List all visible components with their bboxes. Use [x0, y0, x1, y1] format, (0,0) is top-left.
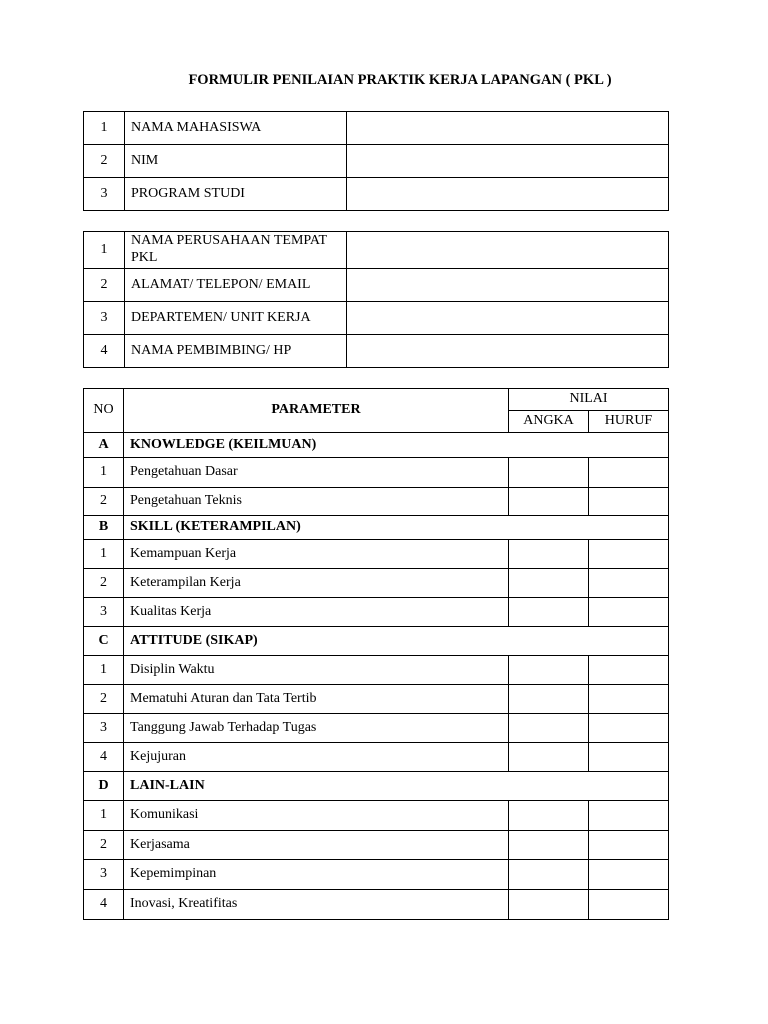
value-field[interactable] [347, 145, 669, 178]
info-row [84, 269, 669, 302]
huruf-field[interactable] [589, 488, 669, 516]
row-label: NAMA PERUSAHAAN TEMPAT PKL [125, 232, 347, 269]
parameter-number: 2 [84, 488, 124, 516]
section-title: SKILL (KETERAMPILAN) [124, 516, 669, 540]
parameter-number: 1 [84, 801, 124, 831]
huruf-field[interactable] [589, 598, 669, 627]
row-label: ALAMAT/ TELEPON/ EMAIL [125, 269, 347, 302]
section-row [84, 772, 669, 801]
header-angka: ANGKA [509, 411, 589, 433]
parameter-number: 2 [84, 685, 124, 714]
assessment-table [83, 388, 669, 920]
parameter-row [84, 890, 669, 920]
parameter-row [84, 598, 669, 627]
angka-field[interactable] [509, 714, 589, 743]
parameter-number: 2 [84, 831, 124, 860]
section-title: ATTITUDE (SIKAP) [124, 627, 669, 656]
parameter-label: Pengetahuan Teknis [124, 488, 509, 516]
parameter-row [84, 714, 669, 743]
row-number: 3 [84, 302, 125, 335]
header-no: NO [84, 389, 124, 433]
huruf-field[interactable] [589, 656, 669, 685]
angka-field[interactable] [509, 890, 589, 920]
parameter-label: Kejujuran [124, 743, 509, 772]
huruf-field[interactable] [589, 685, 669, 714]
huruf-field[interactable] [589, 801, 669, 831]
info-row [84, 232, 669, 269]
parameter-number: 3 [84, 714, 124, 743]
section-row [84, 627, 669, 656]
angka-field[interactable] [509, 540, 589, 569]
section-code: A [84, 433, 124, 458]
value-field[interactable] [347, 232, 669, 269]
parameter-row [84, 801, 669, 831]
parameter-label: Komunikasi [124, 801, 509, 831]
parameter-number: 1 [84, 540, 124, 569]
parameter-row [84, 860, 669, 890]
parameter-number: 3 [84, 860, 124, 890]
huruf-field[interactable] [589, 831, 669, 860]
parameter-label: Kemampuan Kerja [124, 540, 509, 569]
row-label: PROGRAM STUDI [125, 178, 347, 211]
parameter-number: 4 [84, 890, 124, 920]
section-row [84, 433, 669, 458]
section-code: D [84, 772, 124, 801]
angka-field[interactable] [509, 860, 589, 890]
angka-field[interactable] [509, 458, 589, 488]
section-code: C [84, 627, 124, 656]
info-row [84, 178, 669, 211]
angka-field[interactable] [509, 569, 589, 598]
angka-field[interactable] [509, 656, 589, 685]
value-field[interactable] [347, 335, 669, 368]
row-label: NAMA PEMBIMBING/ HP [125, 335, 347, 368]
row-label: NAMA MAHASISWA [125, 112, 347, 145]
section-row [84, 516, 669, 540]
parameter-label: Kualitas Kerja [124, 598, 509, 627]
info-row [84, 145, 669, 178]
parameter-label: Tanggung Jawab Terhadap Tugas [124, 714, 509, 743]
huruf-field[interactable] [589, 714, 669, 743]
row-number: 2 [84, 145, 125, 178]
angka-field[interactable] [509, 831, 589, 860]
parameter-label: Mematuhi Aturan dan Tata Tertib [124, 685, 509, 714]
huruf-field[interactable] [589, 743, 669, 772]
angka-field[interactable] [509, 685, 589, 714]
huruf-field[interactable] [589, 458, 669, 488]
parameter-label: Kepemimpinan [124, 860, 509, 890]
parameter-label: Disiplin Waktu [124, 656, 509, 685]
angka-field[interactable] [509, 743, 589, 772]
company-info-table [83, 231, 669, 368]
header-parameter: PARAMETER [124, 389, 509, 433]
value-field[interactable] [347, 302, 669, 335]
value-field[interactable] [347, 178, 669, 211]
parameter-label: Keterampilan Kerja [124, 569, 509, 598]
parameter-row [84, 656, 669, 685]
header-huruf: HURUF [589, 411, 669, 433]
angka-field[interactable] [509, 801, 589, 831]
parameter-row [84, 743, 669, 772]
huruf-field[interactable] [589, 540, 669, 569]
info-row [84, 302, 669, 335]
huruf-field[interactable] [589, 569, 669, 598]
row-label: DEPARTEMEN/ UNIT KERJA [125, 302, 347, 335]
parameter-row [84, 685, 669, 714]
row-number: 1 [84, 112, 125, 145]
row-number: 4 [84, 335, 125, 368]
parameter-row [84, 569, 669, 598]
parameter-row [84, 540, 669, 569]
form-title: FORMULIR PENILAIAN PRAKTIK KERJA LAPANGAN ( PKL ) [188, 72, 612, 88]
row-number: 1 [84, 232, 125, 269]
row-number: 2 [84, 269, 125, 302]
student-info-table [83, 111, 669, 211]
section-title: KNOWLEDGE (KEILMUAN) [124, 433, 669, 458]
angka-field[interactable] [509, 598, 589, 627]
info-row [84, 112, 669, 145]
parameter-number: 1 [84, 656, 124, 685]
value-field[interactable] [347, 269, 669, 302]
info-row [84, 335, 669, 368]
huruf-field[interactable] [589, 860, 669, 890]
angka-field[interactable] [509, 488, 589, 516]
parameter-number: 1 [84, 458, 124, 488]
section-code: B [84, 516, 124, 540]
row-label: NIM [125, 145, 347, 178]
value-field[interactable] [347, 112, 669, 145]
parameter-row [84, 458, 669, 488]
parameter-number: 2 [84, 569, 124, 598]
parameter-number: 4 [84, 743, 124, 772]
parameter-row [84, 488, 669, 516]
section-title: LAIN-LAIN [124, 772, 669, 801]
row-number: 3 [84, 178, 125, 211]
parameter-label: Pengetahuan Dasar [124, 458, 509, 488]
parameter-number: 3 [84, 598, 124, 627]
header-nilai: NILAI [509, 389, 669, 411]
huruf-field[interactable] [589, 890, 669, 920]
parameter-label: Kerjasama [124, 831, 509, 860]
parameter-label: Inovasi, Kreatifitas [124, 890, 509, 920]
parameter-row [84, 831, 669, 860]
